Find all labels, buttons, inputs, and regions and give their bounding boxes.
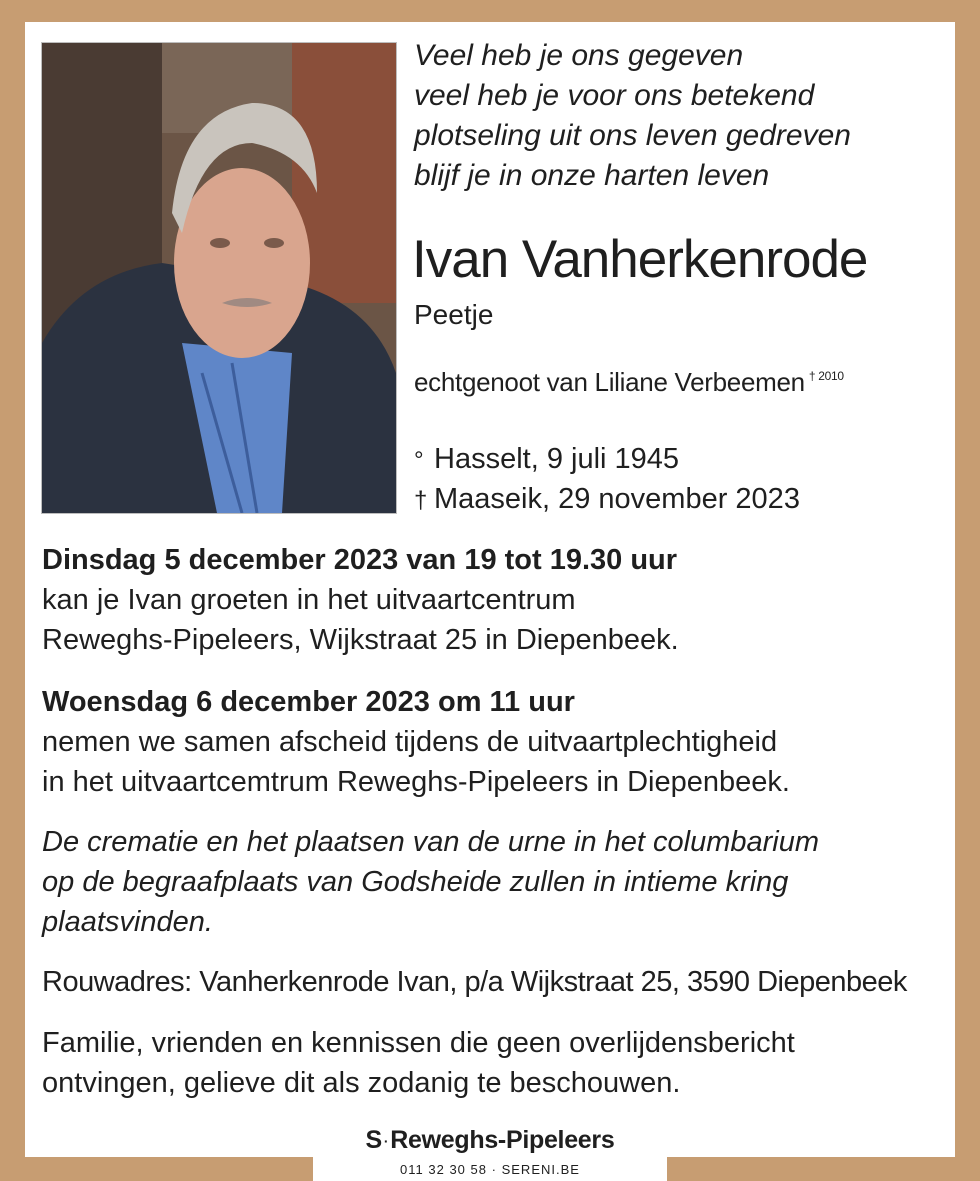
deceased-name: Ivan Vanherkenrode [412,230,868,289]
cremation-block [42,822,942,942]
mourning-address [42,962,942,1002]
birth-line [414,440,800,480]
ceremony-heading: Woensdag 6 december 2023 om 11 uur [42,686,575,718]
logo-letter: S [365,1126,382,1154]
visitation-line: kan je Ivan groeten in het uitvaartcentrum [42,584,576,616]
portrait-photo [41,42,397,514]
ceremony-block [42,682,942,802]
funeral-home-name: Reweghs-Pipeleers [390,1126,615,1154]
funeral-home-website: SERENI.BE [501,1162,580,1177]
death-text: Maaseik, 29 november 2023 [434,483,800,515]
spouse-death-year: † 2010 [808,369,844,383]
visitation-line: Reweghs-Pipeleers, Wijkstraat 25 in Diepenbeek. [42,624,679,656]
visitation-block [42,540,942,660]
poem-line: veel heb je voor ons betekend [414,79,815,112]
funeral-home-phone: 011 32 30 58 [400,1162,487,1177]
notice-line: Familie, vrienden en kennissen die geen overlijdensbericht [42,1027,795,1059]
logo-dot: · [383,1133,389,1150]
cremation-line: plaatsvinden. [42,906,213,938]
notice-block [42,1023,942,1103]
ceremony-line: in het uitvaartcemtrum Reweghs-Pipeleers in Diepenbeek. [42,766,790,798]
birth-text: Hasselt, 9 juli 1945 [434,443,680,475]
notice-line: ontvingen, gelieve dit als zodanig te beschouwen. [42,1067,681,1099]
poem-line: plotseling uit ons leven gedreven [414,119,851,152]
visitation-heading: Dinsdag 5 december 2023 van 19 tot 19.30 uur [42,544,678,576]
birth-symbol: ° [414,447,424,474]
death-line [414,480,800,520]
poem [414,36,934,196]
poem-line: Veel heb je ons gegeven [414,39,744,72]
deceased-nickname: Peetje [414,299,494,330]
ceremony-line: nemen we samen afscheid tijdens de uitvaartplechtigheid [42,726,778,758]
life-dates [414,440,800,520]
portrait-illustration [42,43,396,513]
spouse-line [414,364,844,400]
contact-separator: · [491,1162,497,1177]
death-symbol: † [414,487,428,514]
funeral-home-contact [313,1161,667,1179]
cremation-line: op de begraafplaats van Godsheide zullen in intieme kring [42,866,789,898]
spouse-text: echtgenoot van Liliane Verbeemen [414,367,805,397]
mourning-address-text: Rouwadres: Vanherkenrode Ivan, p/a Wijkstraat 25, 3590 Diepenbeek [42,966,907,998]
cremation-line: De crematie en het plaatsen van de urne in het columbarium [42,826,819,858]
funeral-home-logo [313,1124,667,1157]
poem-line: blijf je in onze harten leven [414,159,770,192]
